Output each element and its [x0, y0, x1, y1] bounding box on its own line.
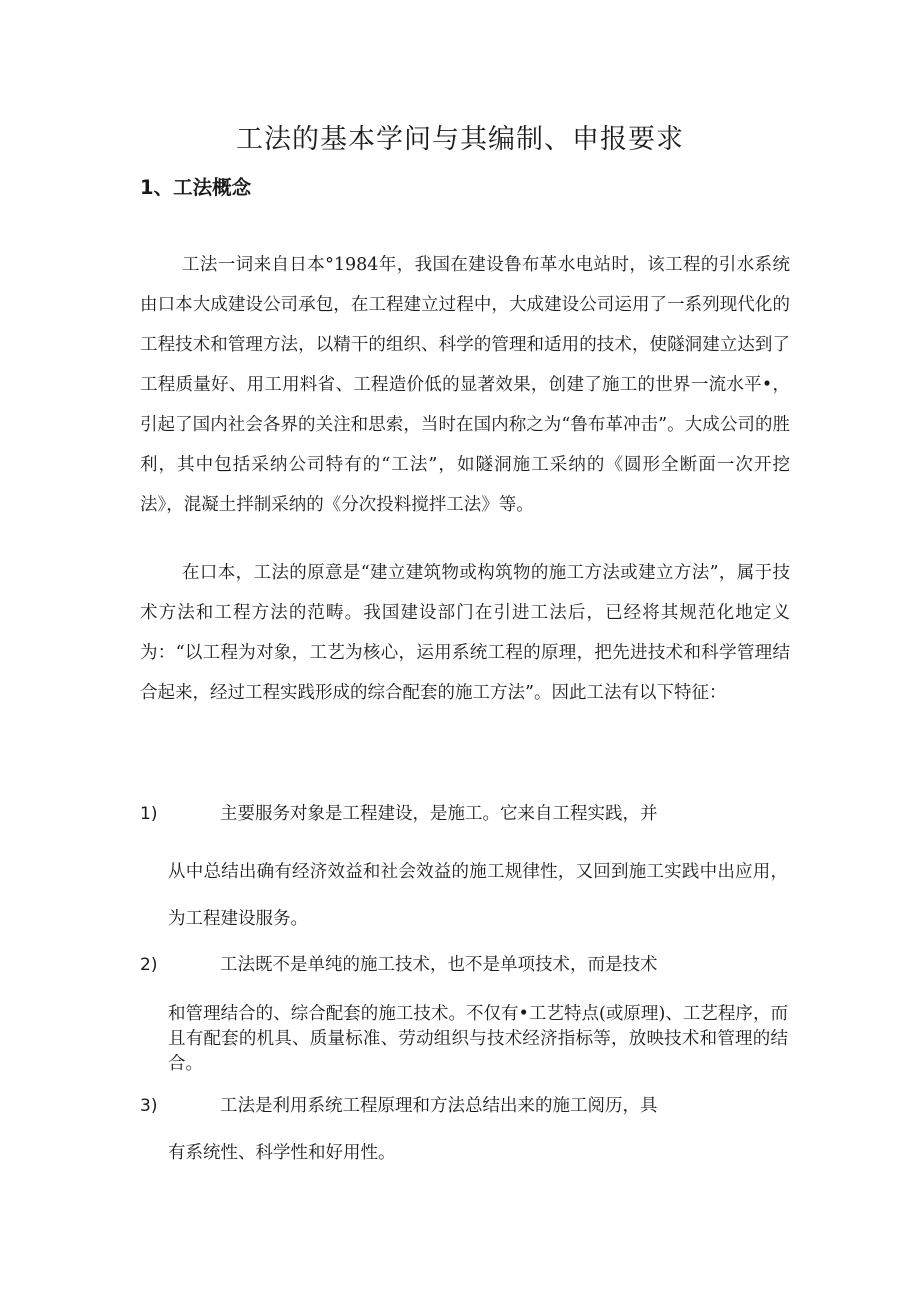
- list-item-number: 3): [140, 1096, 158, 1116]
- list-item-head: [140, 802, 790, 826]
- list-item-continuation: 和管理结合的、综合配套的施工技术。不仅有•工艺特点(或原理)、工艺程序，而且有配套的机具、质量标准、劳动组织与技术经济指标等，放映技术和管理的结合。: [168, 1004, 788, 1074]
- document-title: 工法的基本学问与其编制、申报要求: [236, 124, 684, 155]
- list-item-continuation: 从中总结出确有经济效益和社会效益的施工规律性，又回到施工实践中出应用，为工程建设服务。: [168, 862, 788, 929]
- list-item-head: [140, 1094, 790, 1118]
- list-item-text: 工法是利用系统工程原理和方法总结出来的施工阅历，具: [220, 1096, 658, 1116]
- list-item-head: [140, 953, 790, 977]
- list-item-continuation: 有系统性、科学性和好用性。: [168, 1143, 396, 1163]
- list-item-number: 2): [140, 955, 158, 975]
- paragraph: 工法一词来自日本°1984年，我国在建设鲁布革水电站时，该工程的引水系统由口本大成建设公司承包，在工程建立过程中，大成建设公司运用了一系列现代化的工程技术和管理方法，以精干的组织、科学的管理和适用的技术，使隧洞建立达到了工程质量好、用工用料省、工程造价低的显著效果，创建了施工的世界一流水平•，引起了国内社会各界的关注和思索，当时在国内称之为“鲁布革冲击”。大成公司的胜利，其中包括采纳公司特有的“工法”，如隧洞施工采纳的《圆形全断面一次开挖法》，混凝土拌制采纳的《分次投料搅拌工法》等。: [140, 255, 790, 515]
- list-item-text: 工法既不是单纯的施工技术，也不是单项技术，而是技术: [220, 955, 658, 975]
- paragraph: 在口本，工法的原意是“建立建筑物或构筑物的施工方法或建立方法”，属于技术方法和工程方法的范畴。我国建设部门在引进工法后，已经将其规范化地定义为：“以工程为对象，工艺为核心，运用系统工程的原理，把先进技术和科学管理结合起来，经过工程实践形成的综合配套的施工方法”。因此工法有以下特征：: [140, 563, 790, 703]
- list-item-text: 主要服务对象是工程建设，是施工。它来自工程实践，并: [220, 804, 658, 824]
- list-item-number: 1): [140, 804, 158, 824]
- section-heading: 1、工法概念: [140, 176, 252, 199]
